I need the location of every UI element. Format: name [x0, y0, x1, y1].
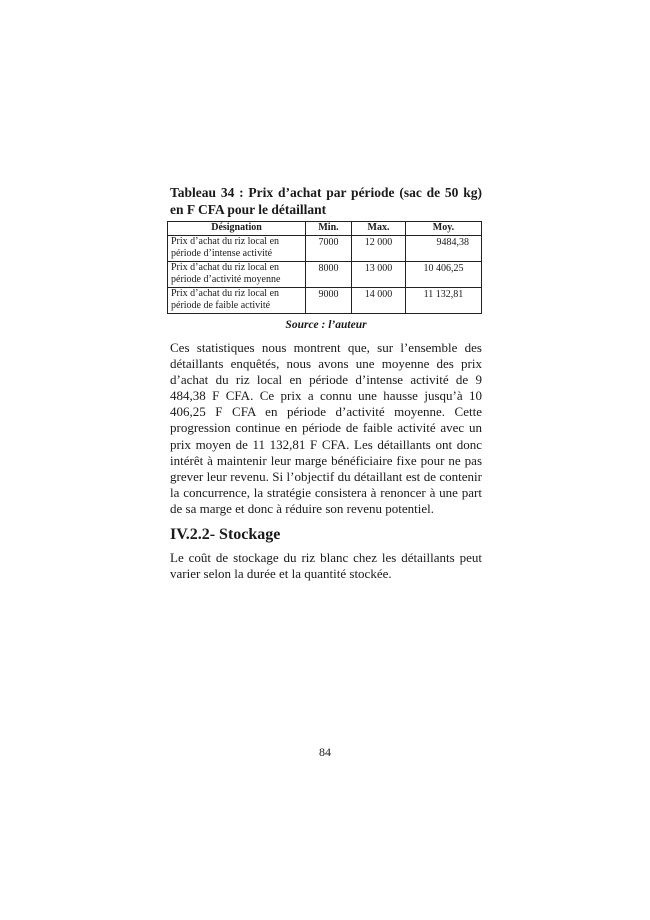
- cell-designation: [168, 287, 306, 313]
- price-table: [167, 221, 482, 314]
- table-row: [168, 261, 482, 287]
- body-paragraph-statistics: Ces statistiques nous montrent que, sur l’ensemble des détaillants enquêtés, nous avons une moyenne des prix d’achat du riz local en période d’intense activité de 9 484,38 F CFA. Ce prix a connu une hausse jusqu’à 10 406,25 F CFA en période d’activité moyenne. Cette progression continue en période de faible activité avec un prix moyen de 11 132,81 F CFA. Les détaillants ont donc intérêt à maintenir leur marge bénéficiaire fixe pour ne pas grever leur revenu. Si l’objectif du détaillant est de contenir la concurrence, la stratégie consistera à renoncer à une part de sa marge et donc à réduire son revenu potentiel.: [170, 340, 482, 516]
- cell-min: 9000: [306, 287, 352, 313]
- designation-line: Prix d’achat du riz local en: [171, 261, 280, 273]
- cell-min: 7000: [306, 235, 352, 261]
- cell-min: 8000: [306, 261, 352, 287]
- designation-line: Prix d’achat du riz local en: [171, 287, 280, 299]
- designation-line: période de faible activité: [171, 300, 271, 311]
- cell-designation: [168, 261, 306, 287]
- table-source: Source : l’auteur: [285, 319, 367, 331]
- table-header-row: [168, 222, 482, 236]
- header-max: Max.: [352, 222, 406, 236]
- cell-moy: 9484,38: [406, 235, 482, 261]
- cell-designation: [168, 235, 306, 261]
- section-heading-stockage: IV.2.2- Stockage: [170, 526, 281, 543]
- designation-line: période d’intense activité: [171, 248, 273, 259]
- designation-line: Prix d’achat du riz local en: [171, 235, 280, 247]
- cell-max: 13 000: [352, 261, 406, 287]
- page-number: 84: [319, 745, 331, 759]
- table-caption: Tableau 34 : Prix d’achat par période (sac de 50 kg) en F CFA pour le détaillant: [170, 185, 482, 217]
- header-moy: Moy.: [406, 222, 482, 236]
- table-row: [168, 235, 482, 261]
- body-paragraph-stockage: Le coût de stockage du riz blanc chez les détaillants peut varier selon la durée et la quantité stockée.: [170, 550, 482, 582]
- cell-moy: 10 406,25: [406, 261, 482, 287]
- designation-line: période d’activité moyenne: [171, 274, 281, 285]
- header-designation: Désignation: [168, 222, 306, 236]
- cell-moy: 11 132,81: [406, 287, 482, 313]
- cell-max: 12 000: [352, 235, 406, 261]
- header-min: Min.: [306, 222, 352, 236]
- table-row: [168, 287, 482, 313]
- cell-max: 14 000: [352, 287, 406, 313]
